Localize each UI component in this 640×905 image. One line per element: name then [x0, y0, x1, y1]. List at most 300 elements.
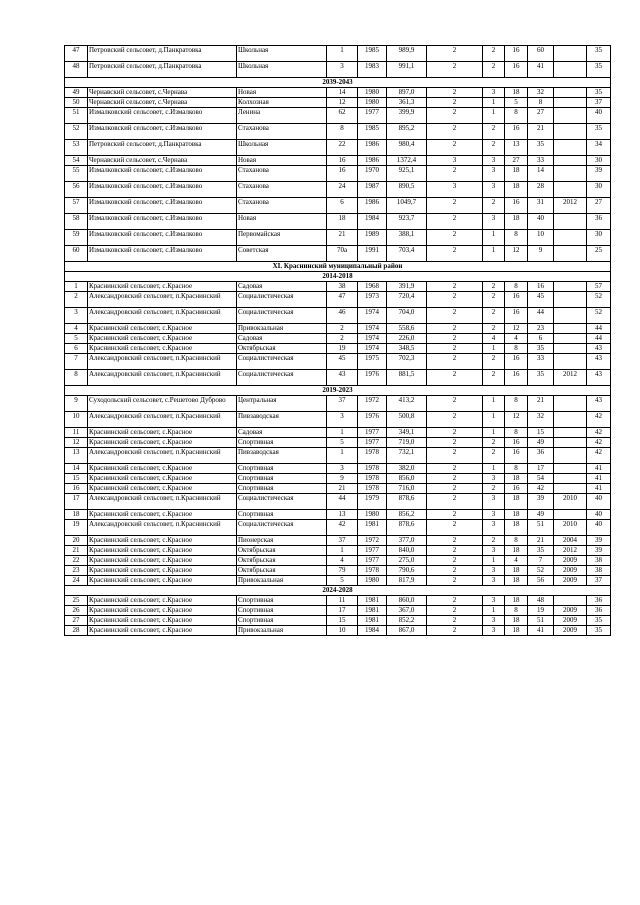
count-cell: 3 [483, 616, 505, 626]
street-cell: Садовая [237, 334, 327, 344]
count-cell: 2 [427, 606, 483, 616]
repair-year-cell [554, 474, 587, 484]
section-header: 2039-2043 [65, 78, 611, 88]
count-cell: 36 [528, 448, 554, 464]
row-number-cell: 8 [65, 370, 88, 386]
house-number-cell: 11 [327, 596, 358, 606]
area-cell: 399,9 [387, 108, 427, 124]
street-cell: Первомайская [237, 230, 327, 246]
area-cell: 226,0 [387, 334, 427, 344]
street-cell: Садовая [237, 428, 327, 438]
section-header-row [65, 386, 611, 396]
house-number-cell: 79 [327, 566, 358, 576]
row-number-cell: 25 [65, 596, 88, 606]
count-cell: 51 [528, 616, 554, 626]
street-cell: Стаханова [237, 182, 327, 198]
repair-year-cell [554, 140, 587, 156]
count-cell: 16 [505, 448, 528, 464]
settlement-cell: Измалковский сельсовет, с.Измалково [88, 230, 237, 246]
count-cell: 2 [427, 354, 483, 370]
year-cell: 1977 [358, 546, 387, 556]
house-number-cell: 19 [327, 344, 358, 354]
section-header-row [65, 262, 611, 272]
settlement-cell: Суходольский сельсовет, с.Решетово Дуброво [88, 396, 237, 412]
area-cell: 703,4 [387, 246, 427, 262]
street-cell: Спортивная [237, 616, 327, 626]
street-cell: Октябрьская [237, 344, 327, 354]
settlement-cell: Петровский сельсовет, д.Панкратовка [88, 140, 237, 156]
house-number-cell: 37 [327, 396, 358, 412]
count-cell: 8 [505, 606, 528, 616]
section-header: 2014-2018 [65, 272, 611, 282]
wear-cell: 42 [587, 448, 611, 464]
table-row [65, 448, 611, 464]
settlement-cell: Краснинский сельсовет, с.Красное [88, 474, 237, 484]
repair-year-cell [554, 62, 587, 78]
area-cell: 878,6 [387, 520, 427, 536]
area-cell: 1049,7 [387, 198, 427, 214]
table-row [65, 464, 611, 474]
count-cell: 2 [427, 140, 483, 156]
repair-year-cell: 2009 [554, 606, 587, 616]
settlement-cell: Краснинский сельсовет, с.Красное [88, 344, 237, 354]
wear-cell: 57 [587, 282, 611, 292]
count-cell: 16 [505, 370, 528, 386]
wear-cell: 35 [587, 62, 611, 78]
count-cell: 39 [528, 494, 554, 510]
count-cell: 2 [483, 292, 505, 308]
house-number-cell: 24 [327, 182, 358, 198]
table-row [65, 412, 611, 428]
count-cell: 52 [528, 566, 554, 576]
count-cell: 2 [483, 198, 505, 214]
count-cell: 3 [483, 88, 505, 98]
row-number-cell: 53 [65, 140, 88, 156]
count-cell: 3 [483, 166, 505, 182]
repair-year-cell [554, 596, 587, 606]
row-number-cell: 15 [65, 474, 88, 484]
repair-year-cell: 2009 [554, 626, 587, 636]
count-cell: 32 [528, 412, 554, 428]
area-cell: 856,0 [387, 474, 427, 484]
wear-cell: 39 [587, 536, 611, 546]
area-cell: 388,1 [387, 230, 427, 246]
settlement-cell: Краснинский сельсовет, с.Красное [88, 596, 237, 606]
count-cell: 5 [505, 98, 528, 108]
settlement-cell: Александровский сельсовет, п.Краснинский [88, 448, 237, 464]
wear-cell: 35 [587, 88, 611, 98]
street-cell: Новая [237, 214, 327, 230]
section-header: 2024-2028 [65, 586, 611, 596]
count-cell: 18 [505, 494, 528, 510]
table-row [65, 182, 611, 198]
count-cell: 16 [505, 438, 528, 448]
wear-cell: 25 [587, 246, 611, 262]
count-cell: 16 [505, 292, 528, 308]
count-cell: 3 [483, 494, 505, 510]
area-cell: 925,1 [387, 166, 427, 182]
street-cell: Новая [237, 156, 327, 166]
year-cell: 1980 [358, 576, 387, 586]
row-number-cell: 18 [65, 510, 88, 520]
row-number-cell: 27 [65, 616, 88, 626]
settlement-cell: Измалковский сельсовет, с.Измалково [88, 124, 237, 140]
year-cell: 1978 [358, 448, 387, 464]
count-cell: 16 [505, 354, 528, 370]
count-cell: 27 [505, 156, 528, 166]
street-cell: Школьная [237, 46, 327, 62]
settlement-cell: Краснинский сельсовет, с.Красное [88, 428, 237, 438]
count-cell: 2 [483, 354, 505, 370]
row-number-cell: 48 [65, 62, 88, 78]
year-cell: 1974 [358, 308, 387, 324]
row-number-cell: 9 [65, 396, 88, 412]
year-cell: 1987 [358, 182, 387, 198]
count-cell: 1 [483, 230, 505, 246]
settlement-cell: Александровский сельсовет, п.Краснинский [88, 370, 237, 386]
area-cell: 732,1 [387, 448, 427, 464]
count-cell: 2 [483, 282, 505, 292]
house-number-cell: 45 [327, 354, 358, 370]
table-row [65, 566, 611, 576]
count-cell: 16 [505, 198, 528, 214]
year-cell: 1974 [358, 344, 387, 354]
year-cell: 1974 [358, 324, 387, 334]
count-cell: 2 [427, 464, 483, 474]
street-cell: Социалистическая [237, 370, 327, 386]
year-cell: 1977 [358, 108, 387, 124]
repair-year-cell: 2004 [554, 536, 587, 546]
wear-cell: 43 [587, 344, 611, 354]
house-number-cell: 16 [327, 156, 358, 166]
repair-year-cell: 2009 [554, 576, 587, 586]
table-row [65, 494, 611, 510]
house-number-cell: 13 [327, 510, 358, 520]
wear-cell: 43 [587, 396, 611, 412]
year-cell: 1977 [358, 428, 387, 438]
street-cell: Спортивная [237, 596, 327, 606]
house-number-cell: 6 [327, 198, 358, 214]
table-row [65, 596, 611, 606]
house-number-cell: 21 [327, 230, 358, 246]
house-number-cell: 38 [327, 282, 358, 292]
row-number-cell: 59 [65, 230, 88, 246]
area-cell: 856,2 [387, 510, 427, 520]
street-cell: Новая [237, 88, 327, 98]
count-cell: 2 [427, 246, 483, 262]
count-cell: 45 [528, 292, 554, 308]
row-number-cell: 26 [65, 606, 88, 616]
wear-cell: 35 [587, 124, 611, 140]
repair-year-cell: 2012 [554, 198, 587, 214]
count-cell: 31 [528, 198, 554, 214]
count-cell: 9 [528, 246, 554, 262]
wear-cell: 38 [587, 566, 611, 576]
repair-year-cell: 2012 [554, 546, 587, 556]
count-cell: 2 [427, 370, 483, 386]
house-number-cell: 3 [327, 412, 358, 428]
count-cell: 2 [427, 576, 483, 586]
table-row [65, 334, 611, 344]
wear-cell: 43 [587, 370, 611, 386]
repair-year-cell: 2010 [554, 494, 587, 510]
wear-cell: 41 [587, 474, 611, 484]
count-cell: 3 [483, 546, 505, 556]
street-cell: Пивзаводская [237, 412, 327, 428]
count-cell: 2 [427, 566, 483, 576]
settlement-cell: Краснинский сельсовет, с.Красное [88, 576, 237, 586]
settlement-cell: Краснинский сельсовет, с.Красное [88, 616, 237, 626]
count-cell: 2 [427, 282, 483, 292]
year-cell: 1985 [358, 124, 387, 140]
wear-cell: 37 [587, 98, 611, 108]
row-number-cell: 23 [65, 566, 88, 576]
count-cell: 1 [483, 246, 505, 262]
count-cell: 4 [505, 334, 528, 344]
settlement-cell: Краснинский сельсовет, с.Красное [88, 510, 237, 520]
year-cell: 1991 [358, 246, 387, 262]
house-number-cell: 16 [327, 166, 358, 182]
house-number-cell: 37 [327, 536, 358, 546]
count-cell: 18 [505, 566, 528, 576]
count-cell: 1 [483, 344, 505, 354]
count-cell: 2 [427, 62, 483, 78]
count-cell: 2 [483, 46, 505, 62]
house-number-cell: 18 [327, 214, 358, 230]
repair-year-cell [554, 510, 587, 520]
wear-cell: 39 [587, 166, 611, 182]
count-cell: 19 [528, 606, 554, 616]
table-row [65, 88, 611, 98]
street-cell: Спортивная [237, 464, 327, 474]
area-cell: 349,1 [387, 428, 427, 438]
area-cell: 878,6 [387, 494, 427, 510]
table-row [65, 484, 611, 494]
street-cell: Привокзальная [237, 576, 327, 586]
year-cell: 1976 [358, 412, 387, 428]
table-row [65, 344, 611, 354]
year-cell: 1973 [358, 292, 387, 308]
count-cell: 40 [528, 214, 554, 230]
table-row [65, 282, 611, 292]
count-cell: 12 [505, 246, 528, 262]
row-number-cell: 58 [65, 214, 88, 230]
count-cell: 1 [483, 98, 505, 108]
area-cell: 923,7 [387, 214, 427, 230]
count-cell: 33 [528, 354, 554, 370]
year-cell: 1968 [358, 282, 387, 292]
count-cell: 2 [427, 510, 483, 520]
table-row [65, 140, 611, 156]
count-cell: 33 [528, 156, 554, 166]
table-row [65, 98, 611, 108]
count-cell: 16 [505, 308, 528, 324]
count-cell: 8 [505, 230, 528, 246]
area-cell: 817,9 [387, 576, 427, 586]
section-header: 2019-2023 [65, 386, 611, 396]
year-cell: 1972 [358, 536, 387, 546]
repair-year-cell [554, 46, 587, 62]
street-cell: Социалистическая [237, 354, 327, 370]
table-row [65, 606, 611, 616]
table-row [65, 546, 611, 556]
repair-year-cell [554, 108, 587, 124]
table-row [65, 324, 611, 334]
settlement-cell: Петровский сельсовет, д.Панкратовка [88, 46, 237, 62]
repair-year-cell [554, 334, 587, 344]
count-cell: 1 [483, 464, 505, 474]
settlement-cell: Измалковский сельсовет, с.Измалково [88, 166, 237, 182]
table-row [65, 108, 611, 124]
house-number-cell: 2 [327, 334, 358, 344]
count-cell: 18 [505, 520, 528, 536]
street-cell: Спортивная [237, 606, 327, 616]
street-cell: Социалистическая [237, 494, 327, 510]
count-cell: 8 [505, 282, 528, 292]
row-number-cell: 60 [65, 246, 88, 262]
row-number-cell: 19 [65, 520, 88, 536]
street-cell: Школьная [237, 140, 327, 156]
table-row [65, 616, 611, 626]
year-cell: 1986 [358, 140, 387, 156]
house-number-cell: 5 [327, 576, 358, 586]
street-cell: Социалистическая [237, 520, 327, 536]
count-cell: 2 [427, 292, 483, 308]
settlement-cell: Краснинский сельсовет, с.Красное [88, 324, 237, 334]
count-cell: 6 [528, 334, 554, 344]
count-cell: 2 [427, 448, 483, 464]
wear-cell: 36 [587, 214, 611, 230]
section-header-row [65, 586, 611, 596]
count-cell: 15 [528, 428, 554, 438]
settlement-cell: Краснинский сельсовет, с.Красное [88, 606, 237, 616]
count-cell: 21 [528, 124, 554, 140]
count-cell: 49 [528, 510, 554, 520]
count-cell: 3 [483, 214, 505, 230]
year-cell: 1981 [358, 520, 387, 536]
year-cell: 1975 [358, 354, 387, 370]
house-number-cell: 2 [327, 324, 358, 334]
year-cell: 1978 [358, 566, 387, 576]
count-cell: 2 [427, 214, 483, 230]
house-number-cell: 10 [327, 626, 358, 636]
table-row [65, 474, 611, 484]
area-cell: 391,9 [387, 282, 427, 292]
count-cell: 18 [505, 182, 528, 198]
count-cell: 21 [528, 536, 554, 546]
count-cell: 14 [528, 166, 554, 182]
wear-cell: 36 [587, 596, 611, 606]
settlement-cell: Краснинский сельсовет, с.Красное [88, 626, 237, 636]
count-cell: 8 [528, 98, 554, 108]
section-header-row [65, 272, 611, 282]
row-number-cell: 2 [65, 292, 88, 308]
count-cell: 32 [528, 88, 554, 98]
count-cell: 2 [427, 536, 483, 546]
house-number-cell: 21 [327, 484, 358, 494]
row-number-cell: 55 [65, 166, 88, 182]
count-cell: 35 [528, 370, 554, 386]
table-row [65, 428, 611, 438]
repair-year-cell [554, 156, 587, 166]
settlement-cell: Краснинский сельсовет, с.Красное [88, 536, 237, 546]
wear-cell: 40 [587, 494, 611, 510]
table-row [65, 556, 611, 566]
settlement-cell: Измалковский сельсовет, с.Измалково [88, 198, 237, 214]
count-cell: 12 [505, 324, 528, 334]
table-row [65, 370, 611, 386]
settlement-cell: Краснинский сельсовет, с.Красное [88, 566, 237, 576]
count-cell: 48 [528, 596, 554, 606]
row-number-cell: 7 [65, 354, 88, 370]
house-number-cell: 47 [327, 292, 358, 308]
count-cell: 35 [528, 344, 554, 354]
area-cell: 840,0 [387, 546, 427, 556]
row-number-cell: 5 [65, 334, 88, 344]
table-row [65, 308, 611, 324]
row-number-cell: 12 [65, 438, 88, 448]
repair-year-cell [554, 182, 587, 198]
repair-year-cell [554, 246, 587, 262]
repair-year-cell [554, 448, 587, 464]
count-cell: 42 [528, 484, 554, 494]
street-cell: Садовая [237, 282, 327, 292]
repair-year-cell [554, 354, 587, 370]
year-cell: 1980 [358, 98, 387, 108]
wear-cell: 44 [587, 324, 611, 334]
year-cell: 1989 [358, 230, 387, 246]
wear-cell: 36 [587, 606, 611, 616]
house-number-cell: 5 [327, 438, 358, 448]
count-cell: 2 [427, 334, 483, 344]
wear-cell: 38 [587, 556, 611, 566]
count-cell: 2 [427, 596, 483, 606]
count-cell: 2 [483, 536, 505, 546]
count-cell: 2 [483, 140, 505, 156]
year-cell: 1980 [358, 88, 387, 98]
settlement-cell: Александровский сельсовет, п.Краснинский [88, 354, 237, 370]
repair-year-cell [554, 214, 587, 230]
house-number-cell: 62 [327, 108, 358, 124]
section-header-row [65, 78, 611, 88]
count-cell: 8 [505, 536, 528, 546]
repair-year-cell: 2012 [554, 370, 587, 386]
area-cell: 895,2 [387, 124, 427, 140]
count-cell: 2 [427, 324, 483, 334]
area-cell: 890,5 [387, 182, 427, 198]
count-cell: 18 [505, 616, 528, 626]
settlement-cell: Измалковский сельсовет, с.Измалково [88, 214, 237, 230]
count-cell: 2 [427, 474, 483, 484]
year-cell: 1978 [358, 474, 387, 484]
wear-cell: 40 [587, 108, 611, 124]
count-cell: 51 [528, 520, 554, 536]
count-cell: 2 [483, 448, 505, 464]
count-cell: 4 [505, 556, 528, 566]
area-cell: 720,4 [387, 292, 427, 308]
count-cell: 4 [483, 334, 505, 344]
row-number-cell: 17 [65, 494, 88, 510]
area-cell: 500,8 [387, 412, 427, 428]
count-cell: 2 [427, 556, 483, 566]
area-cell: 852,2 [387, 616, 427, 626]
repair-year-cell [554, 396, 587, 412]
year-cell: 1981 [358, 606, 387, 616]
house-number-cell: 17 [327, 606, 358, 616]
count-cell: 41 [528, 626, 554, 636]
count-cell: 1 [483, 412, 505, 428]
year-cell: 1983 [358, 62, 387, 78]
